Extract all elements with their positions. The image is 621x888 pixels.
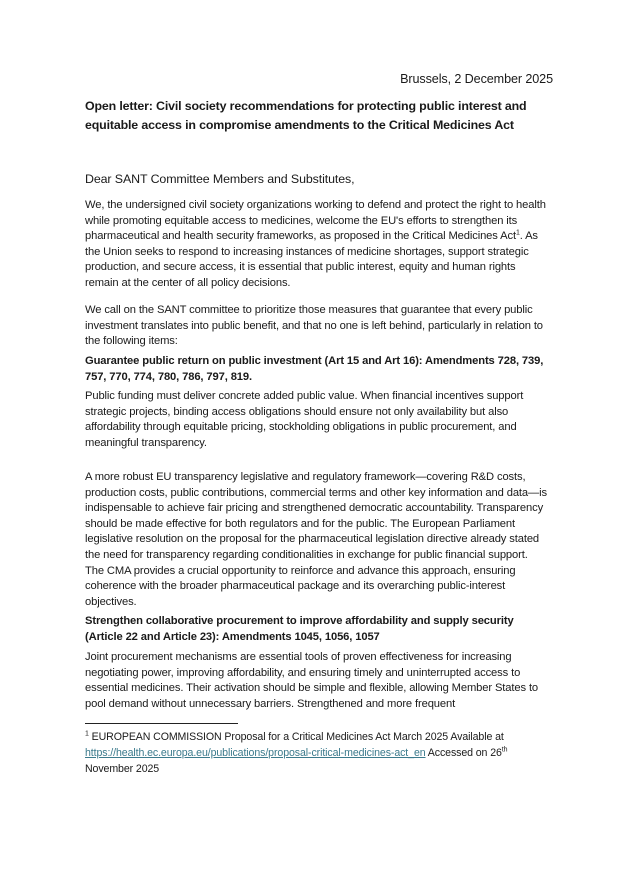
ordinal-suffix: th (501, 746, 508, 754)
procurement-paragraph: Joint procurement mechanisms are essential tools of proven effectiveness for increasing negotiating power, improving affordability, and ensuring timely and uninterrupted access to essential medicines. Their activation should be simple and flexible, allowing Member States to pool demand without unnecessary barriers. Strengthened and more frequent (85, 651, 539, 710)
intro-text: We, the undersigned civil society organizations working to defend and protect the right to health while promoting equitable access to medicines, welcome the EU's efforts to strengthen its pharmaceutical and health security frameworks, as proposed in the Critical Medicines Act (85, 199, 546, 243)
section-heading-public-return: Guarantee public return on public investment (Art 15 and Art 16): Amendments 728, 739, 757, 770, 774, 780, 786, 797, 819. (85, 355, 544, 383)
public-funding-paragraph: Public funding must deliver concrete added public value. When financial incentives support strategic projects, binding access obligations should ensure not only availability but also affordability through equitable pricing, stockholding obligations in public procurement, and meaningful transparency. (85, 390, 524, 449)
footnote-reference[interactable]: 1 (515, 229, 520, 237)
letter-title: Open letter: Civil society recommendations for protecting public interest and equitable access in compromise amendments to the Critical Medicines Act (85, 99, 527, 132)
intro-text-continued: . As the Union seeks to respond to increasing instances of medicine shortages, support strategic production, and secure access, it is essential that public interest, equity and human rights remain at the center of all policy decisions. (85, 230, 538, 289)
salutation: Dear SANT Committee Members and Substitutes, (85, 172, 355, 186)
section-heading-procurement: Strengthen collaborative procurement to improve affordability and supply security (Article 22 and Article 23): Amendments 1045, 1056, 1057 (85, 615, 514, 643)
footnote-separator (85, 723, 238, 724)
intro-paragraph (85, 198, 547, 292)
transparency-paragraph: A more robust EU transparency legislative and regulatory framework—covering R&D costs, production costs, public contributions, commercial terms and other key information and data—is indispensable to achieve fair pricing and strengthened democratic accountability. Transparency should be made effective for both regulators and for the public. The European Parliament legislative resolution on the proposal for the pharmaceutical legislation directive already stated the need for transparency regarding conditionalities in exchange for public financial support. The CMA provides a crucial opportunity to reinforce and advance this approach, ensuring coherence with the broader pharmaceutical package and its overarching public-interest objectives. (85, 471, 547, 608)
footnote-date-text: November 2025 (85, 762, 160, 775)
footnote-marker: 1 (85, 730, 89, 738)
letter-date: Brussels, 2 December 2025 (400, 72, 553, 86)
footnote (85, 730, 547, 777)
footnote-accessed-text: Accessed on 26 (425, 746, 502, 759)
footnote-text: EUROPEAN COMMISSION Proposal for a Critical Medicines Act March 2025 Available at (88, 731, 504, 743)
footnote-link[interactable]: https://health.ec.europa.eu/publications/proposal-critical-medicines-act_en (85, 746, 426, 759)
call-paragraph: We call on the SANT committee to prioritize those measures that guarantee that every public investment translates into public benefit, and that no one is left behind, particularly in relation to the following items: (85, 304, 543, 348)
